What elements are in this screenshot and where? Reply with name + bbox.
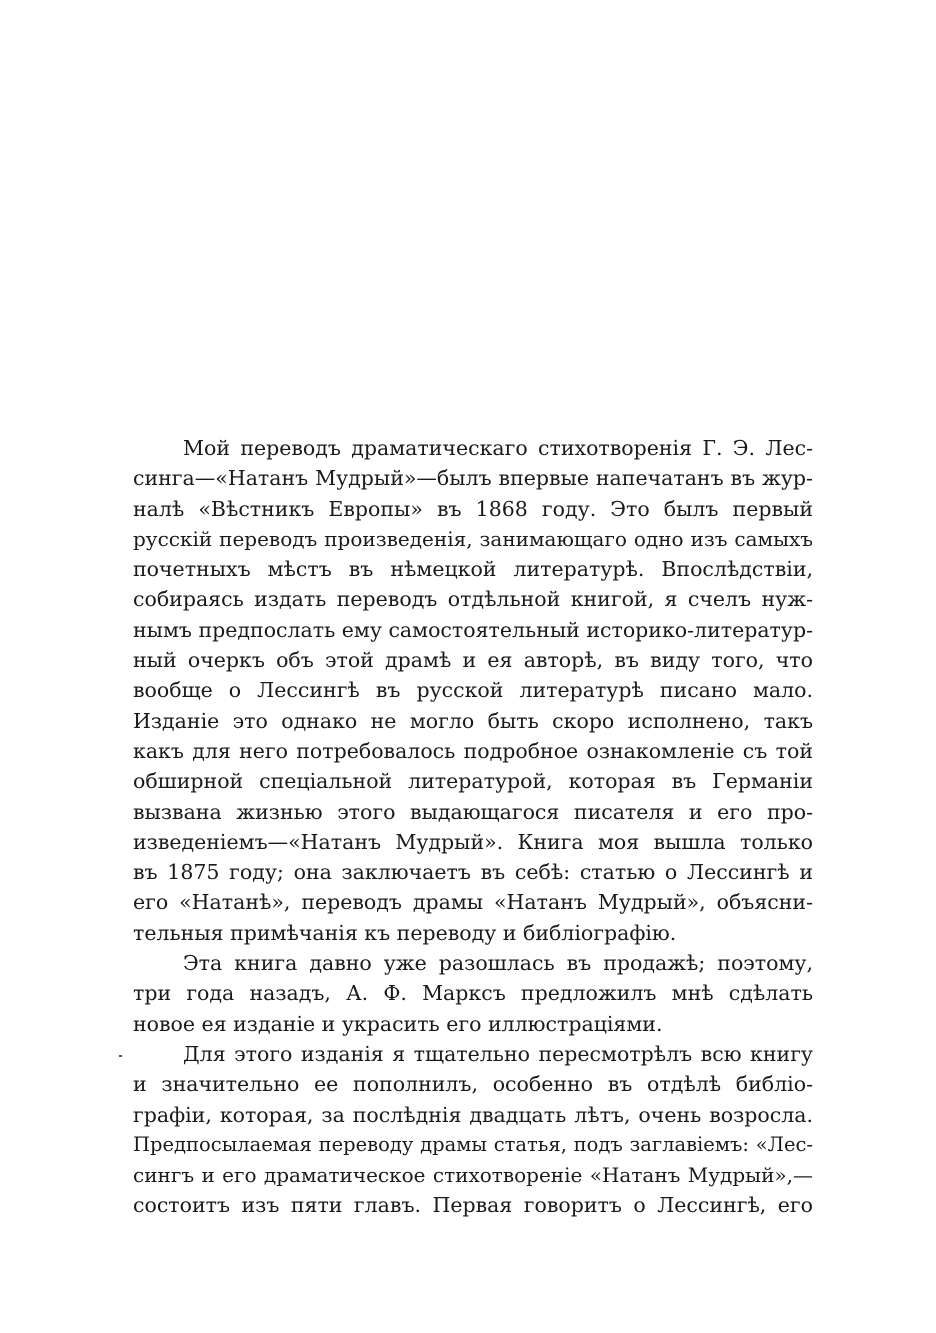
- text-line: синга—«Натанъ Мудрый»—былъ впервые напечатанъ въ жур-: [133, 466, 813, 491]
- text-line: обширной спеціальной литературой, которая въ Германіи: [133, 769, 813, 794]
- text-line: его «Натанѣ», переводъ драмы «Натанъ Мудрый», объясни-: [133, 890, 813, 915]
- text-line: Предпосылаемая переводу драмы статья, подъ заглавіемъ: «Лес-: [133, 1132, 813, 1156]
- preface-text: [133, 433, 813, 1221]
- text-line: Эта книга давно уже разошлась въ продажѣ; поэтому,: [183, 951, 813, 976]
- text-line: графіи, которая, за послѣднія двадцать лѣтъ, очень возросла.: [133, 1102, 813, 1127]
- text-line: ный очеркъ объ этой драмѣ и ея авторѣ, въ виду того, что: [133, 648, 813, 673]
- text-line: вообще о Лессингѣ въ русской литературѣ писано мало.: [133, 678, 813, 703]
- text-line: въ 1875 году; она заключаетъ въ себѣ: статью о Лессингѣ и: [133, 860, 813, 885]
- text-line: состоитъ изъ пяти главъ. Первая говоритъ о Лессингѣ, его: [133, 1193, 813, 1218]
- text-line: Изданіе это однако не могло быть скоро исполнено, такъ: [133, 708, 813, 733]
- text-line: Для этого изданія я тщательно пересмотрѣлъ всю книгу: [183, 1041, 813, 1066]
- text-line: нымъ предпослать ему самостоятельный историко-литератур-: [133, 617, 813, 642]
- text-line: налѣ «Вѣстникъ Европы» въ 1868 году. Это былъ первый: [133, 496, 813, 521]
- text-line: изведеніемъ—«Натанъ Мудрый». Книга моя вышла только: [133, 829, 813, 854]
- paragraph-1: [133, 433, 813, 948]
- text-line: почетныхъ мѣстъ въ нѣмецкой литературѣ. Впослѣдствіи,: [133, 557, 813, 582]
- text-line: новое ея изданіе и украсить его иллюстраціями.: [133, 1011, 663, 1036]
- text-line: и значительно ее пополнилъ, особенно въ отдѣлѣ библіо-: [133, 1072, 813, 1097]
- ink-speck: [119, 1055, 122, 1057]
- text-line: какъ для него потребовалось подробное ознакомленіе съ той: [133, 738, 813, 763]
- text-line: тельныя примѣчанія къ переводу и библіографію.: [133, 920, 677, 945]
- text-line: Мой переводъ драматическаго стихотворенія Г. Э. Лес-: [183, 436, 813, 460]
- text-line: собираясь издать переводъ отдѣльной книгой, я счелъ нуж-: [133, 587, 813, 612]
- text-line: три года назадъ, А. Ф. Марксъ предложилъ мнѣ сдѣлать: [133, 981, 813, 1006]
- text-line: сингъ и его драматическое стихотвореніе «Натанъ Мудрый»,—: [133, 1163, 813, 1188]
- paragraph-2: [133, 948, 813, 1039]
- text-line: русскій переводъ произведенія, занимающаго одно изъ самыхъ: [133, 526, 813, 551]
- text-line: вызвана жизнью этого выдающагося писателя и его про-: [133, 799, 813, 824]
- paragraph-3: [133, 1039, 813, 1221]
